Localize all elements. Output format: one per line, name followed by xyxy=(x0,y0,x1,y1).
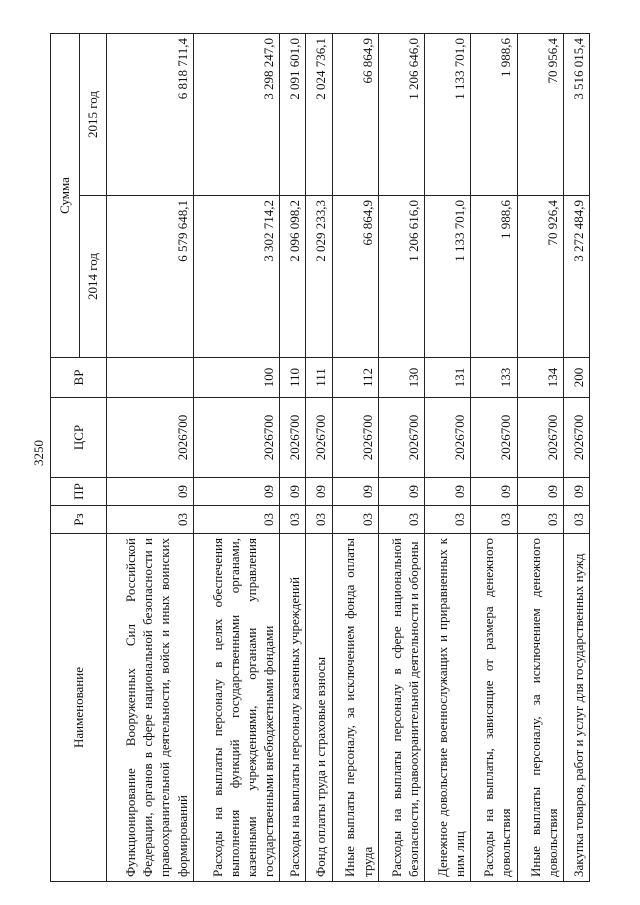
cell-2015: 1 133 701,0 xyxy=(425,34,471,196)
table-row xyxy=(332,34,378,882)
header-vr: ВР xyxy=(51,358,107,398)
header-2014: 2014 год xyxy=(80,196,107,358)
cell-2014: 1 133 701,0 xyxy=(425,196,471,358)
cell-2014: 1 988,6 xyxy=(471,196,517,358)
cell-csr: 2026700 xyxy=(306,398,332,478)
cell-rz: 03 xyxy=(193,506,280,534)
cell-2015: 1 206 646,0 xyxy=(378,34,424,196)
header-name: Наименование xyxy=(51,534,107,882)
cell-2014: 66 864,9 xyxy=(332,196,378,358)
cell-vr xyxy=(107,358,194,398)
cell-pr: 09 xyxy=(378,478,424,506)
cell-2015: 2 024 736,1 xyxy=(306,34,332,196)
cell-vr: 133 xyxy=(471,358,517,398)
cell-rz: 03 xyxy=(563,506,589,534)
cell-pr: 09 xyxy=(563,478,589,506)
cell-name: Денежное довольствие военнослужащих и приравненных к ним лиц xyxy=(425,534,471,882)
cell-pr: 09 xyxy=(471,478,517,506)
cell-pr: 09 xyxy=(425,478,471,506)
cell-name: Иные выплаты персоналу, за исключением денежного довольствия xyxy=(517,534,563,882)
cell-name: Функционирование Вооруженных Сил Российской Федерации, органов в сфере национальной безопасности и правоохранительной деятельности, войск и иных воинских формирований xyxy=(107,534,194,882)
cell-2014: 2 029 233,3 xyxy=(306,196,332,358)
cell-2014: 6 579 648,1 xyxy=(107,196,194,358)
cell-pr: 09 xyxy=(280,478,306,506)
cell-vr: 111 xyxy=(306,358,332,398)
cell-name: Расходы на выплаты персоналу в целях обеспечения выполнения функций государственными органами, казенными учреждениями, органами управления государственными внебюджетными фондами xyxy=(193,534,280,882)
cell-rz: 03 xyxy=(471,506,517,534)
cell-vr: 131 xyxy=(425,358,471,398)
cell-rz: 03 xyxy=(306,506,332,534)
cell-name: Расходы на выплаты персоналу казенных учреждений xyxy=(280,534,306,882)
page-number xyxy=(31,439,47,467)
cell-csr: 2026700 xyxy=(332,398,378,478)
header-rz: Рз xyxy=(51,506,107,534)
cell-pr: 09 xyxy=(193,478,280,506)
cell-2015: 66 864,9 xyxy=(332,34,378,196)
cell-vr: 130 xyxy=(378,358,424,398)
table-row xyxy=(378,34,424,882)
table-row xyxy=(193,34,280,882)
cell-2015: 1 988,6 xyxy=(471,34,517,196)
cell-2015: 3 298 247,0 xyxy=(193,34,280,196)
header-pr: ПР xyxy=(51,478,107,506)
cell-rz: 03 xyxy=(517,506,563,534)
header-row xyxy=(51,34,80,882)
table-row xyxy=(425,34,471,882)
cell-pr: 09 xyxy=(517,478,563,506)
cell-csr: 2026700 xyxy=(378,398,424,478)
cell-rz: 03 xyxy=(107,506,194,534)
cell-rz: 03 xyxy=(425,506,471,534)
header-csr: ЦСР xyxy=(51,398,107,478)
cell-name: Расходы на выплаты, зависящие от размера денежного довольствия xyxy=(471,534,517,882)
table-body xyxy=(107,34,590,882)
page-number-text: 3250 xyxy=(31,440,46,466)
header-sum: Сумма xyxy=(51,34,80,358)
rotated-page-content xyxy=(50,34,590,882)
cell-2015: 70 956,4 xyxy=(517,34,563,196)
cell-vr: 110 xyxy=(280,358,306,398)
cell-2014: 3 302 714,2 xyxy=(193,196,280,358)
cell-csr: 2026700 xyxy=(563,398,589,478)
cell-rz: 03 xyxy=(378,506,424,534)
cell-csr: 2026700 xyxy=(471,398,517,478)
cell-2014: 1 206 616,0 xyxy=(378,196,424,358)
table-row xyxy=(517,34,563,882)
cell-2014: 3 272 484,9 xyxy=(563,196,589,358)
cell-pr: 09 xyxy=(306,478,332,506)
cell-name: Расходы на выплаты персоналу в сфере национальной безопасности, правоохранительной деятельности и обороны xyxy=(378,534,424,882)
cell-vr: 134 xyxy=(517,358,563,398)
cell-pr: 09 xyxy=(107,478,194,506)
cell-vr: 100 xyxy=(193,358,280,398)
table-row xyxy=(280,34,306,882)
budget-table xyxy=(50,33,590,882)
cell-2015: 2 091 601,0 xyxy=(280,34,306,196)
table-row xyxy=(306,34,332,882)
table-row xyxy=(471,34,517,882)
header-2015: 2015 год xyxy=(80,34,107,196)
cell-pr: 09 xyxy=(332,478,378,506)
cell-vr: 112 xyxy=(332,358,378,398)
cell-csr: 2026700 xyxy=(107,398,194,478)
cell-csr: 2026700 xyxy=(280,398,306,478)
cell-2015: 3 516 015,4 xyxy=(563,34,589,196)
cell-name: Иные выплаты персоналу, за исключением фонда оплаты труда xyxy=(332,534,378,882)
cell-csr: 2026700 xyxy=(425,398,471,478)
table-row xyxy=(107,34,194,882)
cell-vr: 200 xyxy=(563,358,589,398)
table-row xyxy=(563,34,589,882)
cell-name: Закупка товаров, работ и услуг для государственных нужд xyxy=(563,534,589,882)
cell-rz: 03 xyxy=(280,506,306,534)
cell-rz: 03 xyxy=(332,506,378,534)
cell-csr: 2026700 xyxy=(517,398,563,478)
cell-name: Фонд оплаты труда и страховые взносы xyxy=(306,534,332,882)
cell-2015: 6 818 711,4 xyxy=(107,34,194,196)
cell-2014: 70 926,4 xyxy=(517,196,563,358)
cell-csr: 2026700 xyxy=(193,398,280,478)
cell-2014: 2 096 098,2 xyxy=(280,196,306,358)
